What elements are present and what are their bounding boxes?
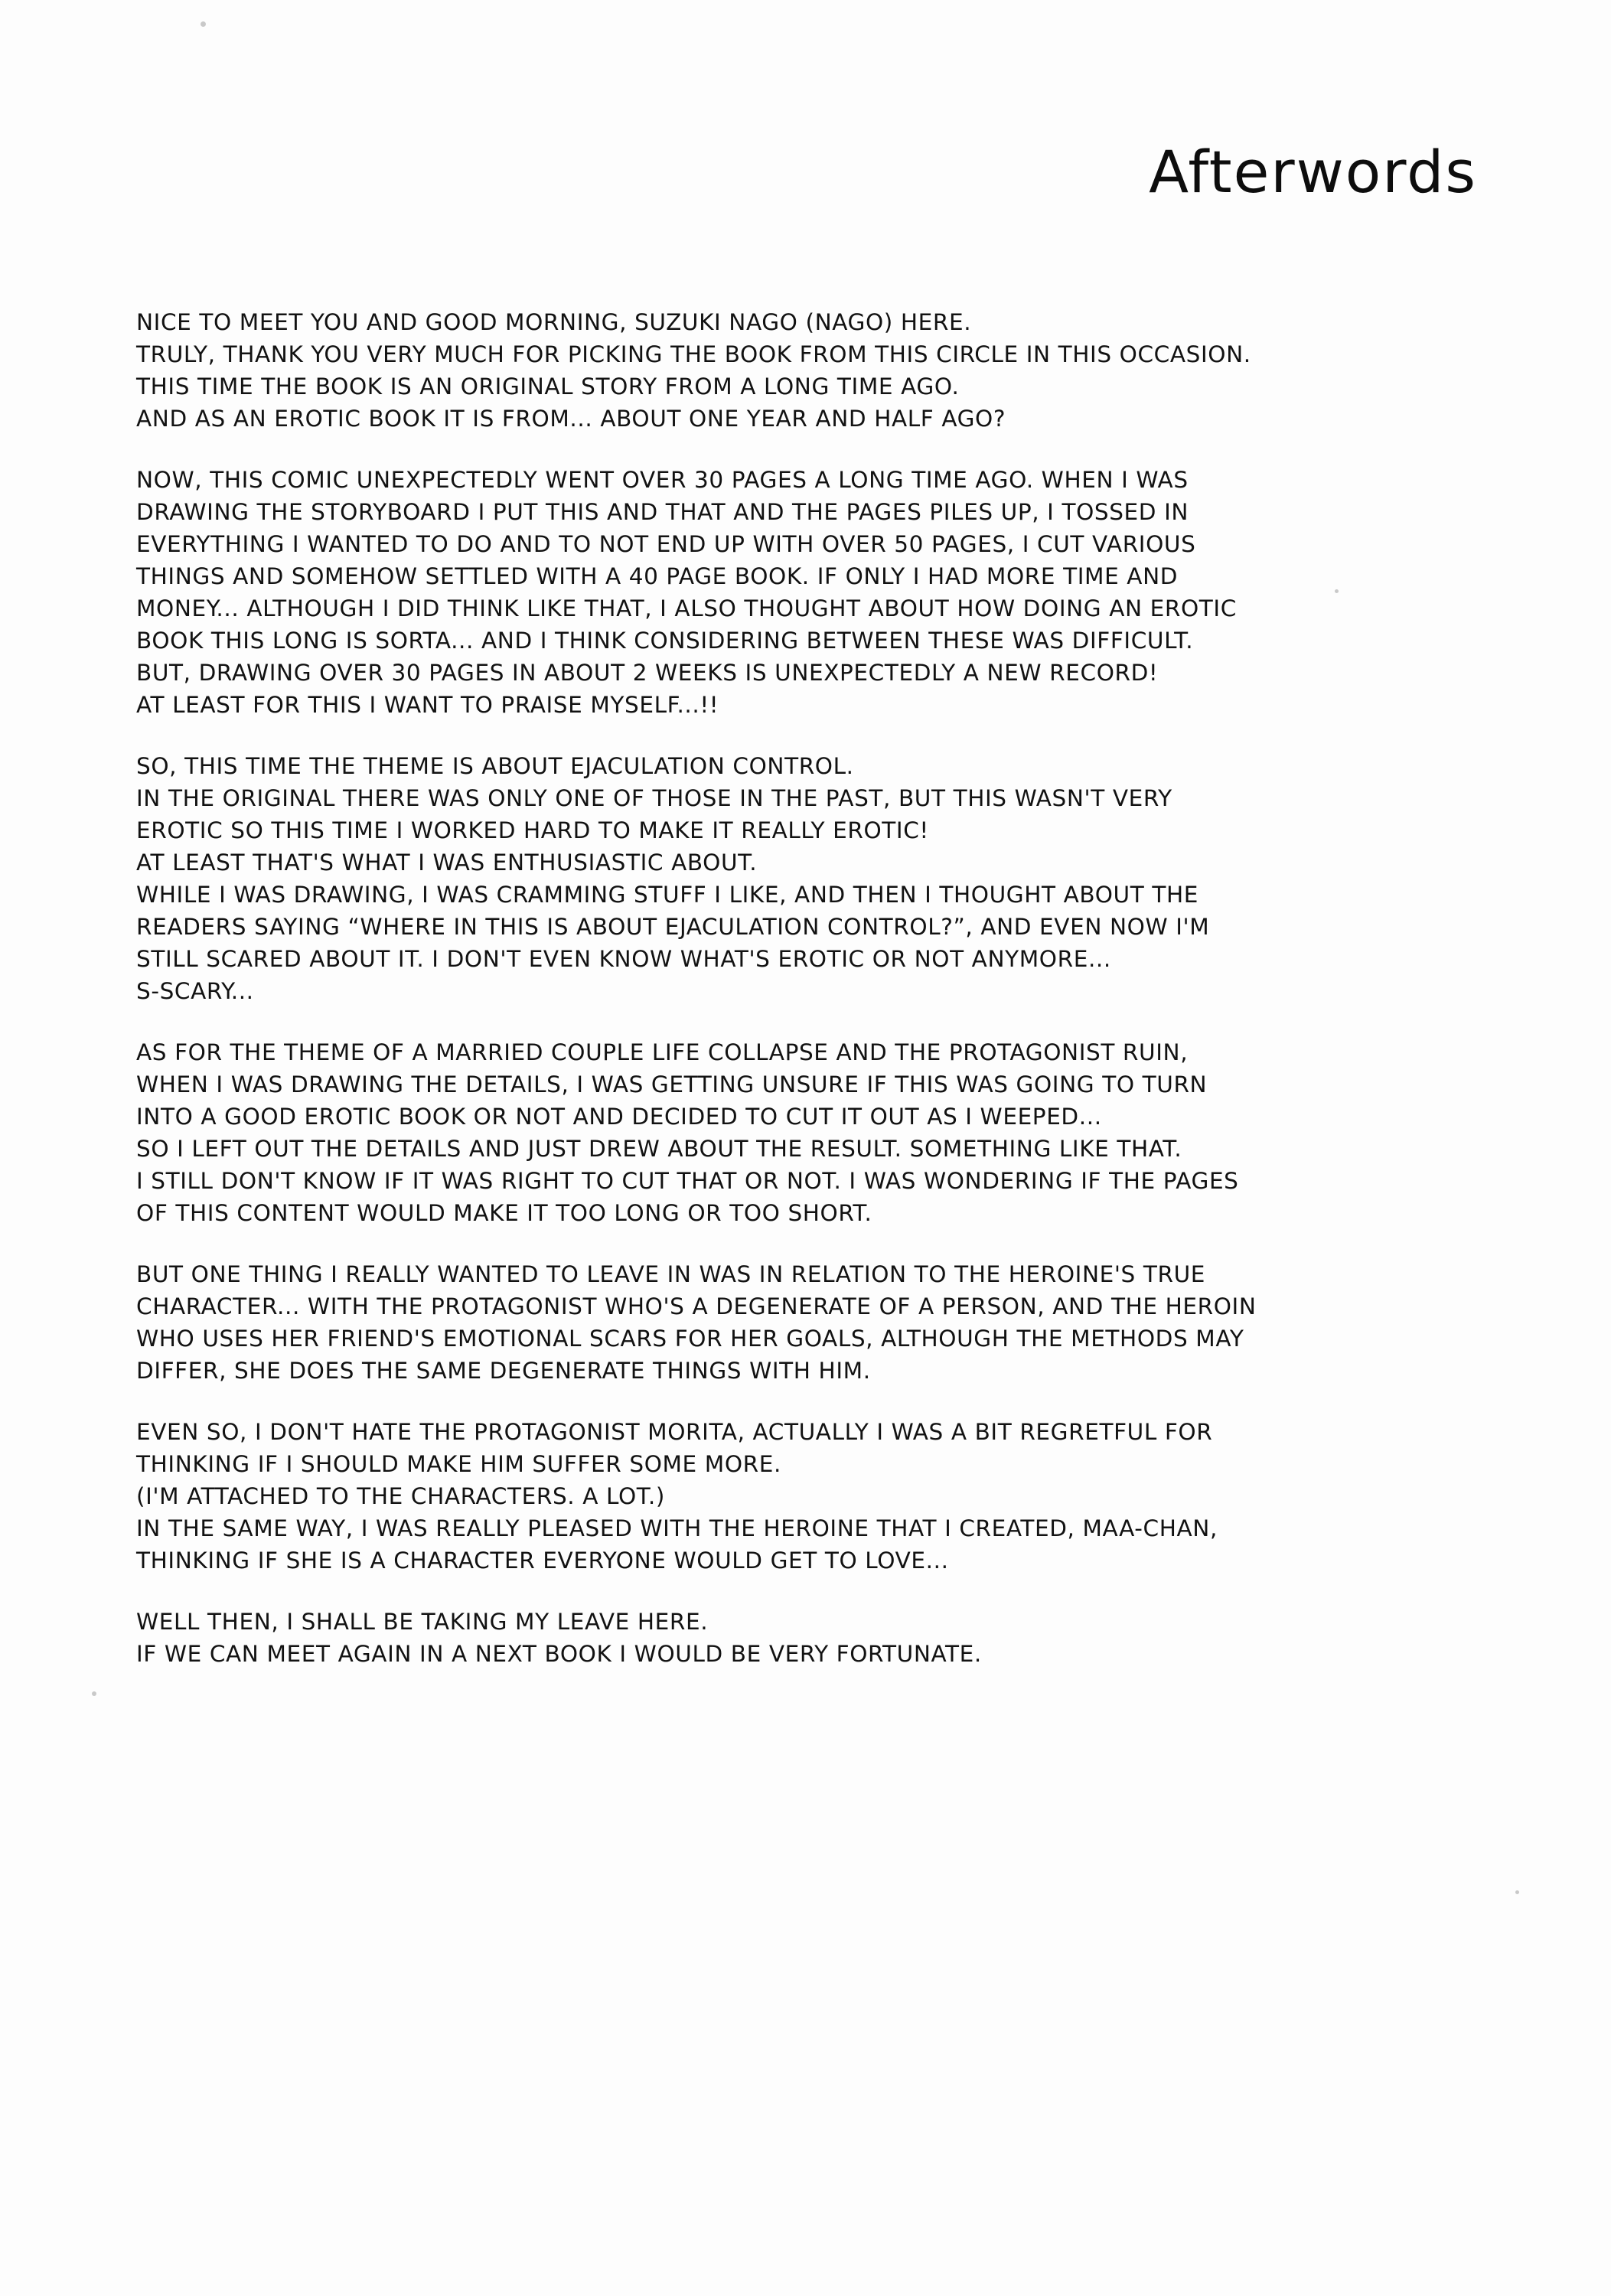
paragraph-line: OF THIS CONTENT WOULD MAKE IT TOO LONG OR TOO SHORT. [136,1200,872,1226]
paragraph-line: TRULY, THANK YOU VERY MUCH FOR PICKING THE BOOK FROM THIS CIRCLE IN THIS OCCASION. [136,341,1251,367]
paragraph-line: AT LEAST FOR THIS I WANT TO PRAISE MYSELF...!! [136,692,719,718]
paragraph-heroine-character [136,1258,1483,1387]
paper-speck [92,1691,96,1696]
paragraph-line: BUT ONE THING I REALLY WANTED TO LEAVE IN WAS IN RELATION TO THE HEROINE'S TRUE [136,1261,1206,1287]
page-title: Afterwords [1149,138,1477,206]
paragraph-line: BOOK THIS LONG IS SORTA... AND I THINK CONSIDERING BETWEEN THESE WAS DIFFICULT. [136,628,1194,654]
paragraph-line: WHILE I WAS DRAWING, I WAS CRAMMING STUFF I LIKE, AND THEN I THOUGHT ABOUT THE [136,882,1198,908]
paragraph-line: INTO A GOOD EROTIC BOOK OR NOT AND DECIDED TO CUT IT OUT AS I WEEPED... [136,1104,1102,1130]
paragraph-line: WELL THEN, I SHALL BE TAKING MY LEAVE HERE. [136,1609,709,1635]
afterword-body [136,306,1483,1699]
paragraph-line: I STILL DON'T KNOW IF IT WAS RIGHT TO CUT THAT OR NOT. I WAS WONDERING IF THE PAGES [136,1168,1239,1194]
paper-speck [201,21,206,27]
paragraph-line: READERS SAYING “WHERE IN THIS IS ABOUT EJACULATION CONTROL?”, AND EVEN NOW I'M [136,914,1210,940]
paragraph-line: EROTIC SO THIS TIME I WORKED HARD TO MAKE IT REALLY EROTIC! [136,817,929,843]
paragraph-line: SO I LEFT OUT THE DETAILS AND JUST DREW ABOUT THE RESULT. SOMETHING LIKE THAT. [136,1136,1182,1162]
paragraph-line: EVEN SO, I DON'T HATE THE PROTAGONIST MORITA, ACTUALLY I WAS A BIT REGRETFUL FOR [136,1419,1213,1445]
paragraph-line: THINKING IF I SHOULD MAKE HIM SUFFER SOME MORE. [136,1451,781,1477]
paragraph-line: THINGS AND SOMEHOW SETTLED WITH A 40 PAGE BOOK. IF ONLY I HAD MORE TIME AND [136,563,1179,589]
paragraph-line: AS FOR THE THEME OF A MARRIED COUPLE LIFE COLLAPSE AND THE PROTAGONIST RUIN, [136,1039,1189,1065]
paragraph-line: SO, THIS TIME THE THEME IS ABOUT EJACULATION CONTROL. [136,753,854,779]
paragraph-line: WHEN I WAS DRAWING THE DETAILS, I WAS GETTING UNSURE IF THIS WAS GOING TO TURN [136,1071,1208,1097]
paragraph-line: STILL SCARED ABOUT IT. I DON'T EVEN KNOW WHAT'S EROTIC OR NOT ANYMORE... [136,946,1111,972]
paragraph-line: S-SCARY... [136,978,254,1004]
paragraph-line: THINKING IF SHE IS A CHARACTER EVERYONE WOULD GET TO LOVE... [136,1548,949,1574]
paragraph-line: DIFFER, SHE DOES THE SAME DEGENERATE THINGS WITH HIM. [136,1358,871,1384]
paragraph-line: AT LEAST THAT'S WHAT I WAS ENTHUSIASTIC ABOUT. [136,850,758,876]
paragraph-line: IF WE CAN MEET AGAIN IN A NEXT BOOK I WOULD BE VERY FORTUNATE. [136,1641,982,1667]
paragraph-line: IN THE SAME WAY, I WAS REALLY PLEASED WITH THE HEROINE THAT I CREATED, MAA-CHAN, [136,1515,1218,1541]
paper-speck [1515,1890,1519,1894]
paragraph-married-couple [136,1036,1483,1229]
paragraph-intro [136,306,1483,435]
paragraph-page-count [136,464,1483,721]
paragraph-line: BUT, DRAWING OVER 30 PAGES IN ABOUT 2 WEEKS IS UNEXPECTEDLY A NEW RECORD! [136,660,1159,686]
paragraph-line: DRAWING THE STORYBOARD I PUT THIS AND THAT AND THE PAGES PILES UP, I TOSSED IN [136,499,1189,525]
paragraph-line: NOW, THIS COMIC UNEXPECTEDLY WENT OVER 30 PAGES A LONG TIME AGO. WHEN I WAS [136,467,1189,493]
paragraph-line: MONEY... ALTHOUGH I DID THINK LIKE THAT, I ALSO THOUGHT ABOUT HOW DOING AN EROTIC [136,595,1237,621]
paragraph-line: WHO USES HER FRIEND'S EMOTIONAL SCARS FOR HER GOALS, ALTHOUGH THE METHODS MAY [136,1326,1244,1352]
paragraph-line: EVERYTHING I WANTED TO DO AND TO NOT END UP WITH OVER 50 PAGES, I CUT VARIOUS [136,531,1196,557]
paragraph-line: (I'M ATTACHED TO THE CHARACTERS. A LOT.) [136,1483,666,1509]
paragraph-theme [136,750,1483,1007]
paragraph-line: IN THE ORIGINAL THERE WAS ONLY ONE OF THOSE IN THE PAST, BUT THIS WASN'T VERY [136,785,1172,811]
paragraph-line: THIS TIME THE BOOK IS AN ORIGINAL STORY FROM A LONG TIME AGO. [136,373,960,400]
paragraph-line: CHARACTER... WITH THE PROTAGONIST WHO'S A DEGENERATE OF A PERSON, AND THE HEROIN [136,1293,1257,1319]
paragraph-closing [136,1606,1483,1670]
paragraph-morita [136,1416,1483,1577]
paragraph-line: AND AS AN EROTIC BOOK IT IS FROM... ABOUT ONE YEAR AND HALF AGO? [136,406,1006,432]
paragraph-line: NICE TO MEET YOU AND GOOD MORNING, SUZUKI NAGO (NAGO) HERE. [136,309,972,335]
